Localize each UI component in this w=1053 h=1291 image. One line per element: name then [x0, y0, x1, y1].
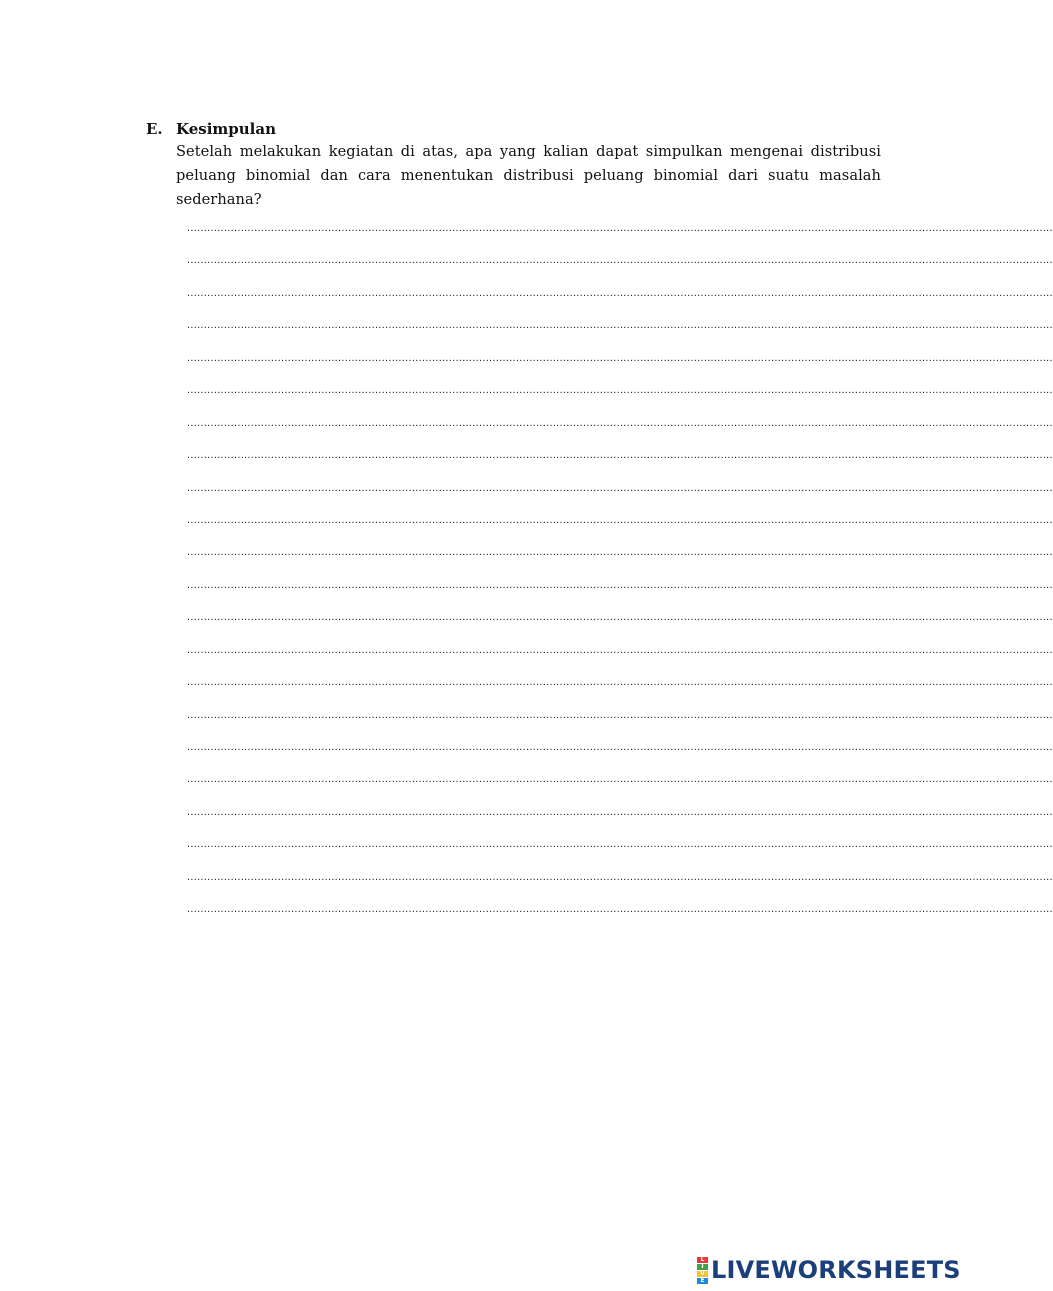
live-icon [697, 1257, 708, 1284]
logo-letter: I [697, 1264, 708, 1270]
answer-line[interactable]: .................................................................................................................................................................................................................................................................. [187, 805, 1053, 818]
answer-line[interactable]: .................................................................................................................................................................................................................................................................. [187, 513, 1053, 526]
answer-line[interactable]: .................................................................................................................................................................................................................................................................. [187, 708, 1053, 721]
section-heading [146, 118, 881, 140]
answer-line[interactable]: .................................................................................................................................................................................................................................................................. [187, 286, 1053, 299]
answer-line[interactable]: .................................................................................................................................................................................................................................................................. [187, 546, 1053, 559]
answer-line[interactable]: .................................................................................................................................................................................................................................................................. [187, 319, 1053, 332]
answer-line[interactable]: .................................................................................................................................................................................................................................................................. [187, 676, 1053, 689]
answer-line[interactable]: .................................................................................................................................................................................................................................................................. [187, 384, 1053, 397]
answer-line[interactable]: .................................................................................................................................................................................................................................................................. [187, 416, 1053, 429]
conclusion-section [146, 118, 881, 212]
liveworksheets-logo [697, 1255, 961, 1285]
answer-line[interactable]: .................................................................................................................................................................................................................................................................. [187, 578, 1053, 591]
answer-line[interactable]: .................................................................................................................................................................................................................................................................. [187, 838, 1053, 851]
section-letter: E. [146, 120, 163, 138]
answer-line[interactable]: .................................................................................................................................................................................................................................................................. [187, 351, 1053, 364]
answer-line[interactable]: .................................................................................................................................................................................................................................................................. [187, 481, 1053, 494]
answer-line[interactable]: .................................................................................................................................................................................................................................................................. [187, 903, 1053, 916]
answer-line[interactable]: .................................................................................................................................................................................................................................................................. [187, 741, 1053, 753]
question-prompt: Setelah melakukan kegiatan di atas, apa yang kalian dapat simpulkan mengenai distribusi peluang binomial dan cara menentukan distribusi peluang binomial dari suatu masalah sederhana? [176, 143, 881, 208]
logo-letter: L [697, 1257, 708, 1263]
answer-line[interactable]: .................................................................................................................................................................................................................................................................. [187, 643, 1053, 656]
answer-area[interactable] [187, 218, 1053, 932]
answer-line[interactable]: .................................................................................................................................................................................................................................................................. [187, 611, 1053, 624]
section-title: Kesimpulan [176, 120, 276, 138]
logo-letter: E [697, 1278, 708, 1284]
logo-letter: V [697, 1271, 708, 1277]
answer-line[interactable]: .................................................................................................................................................................................................................................................................. [187, 254, 1053, 267]
answer-line[interactable]: .................................................................................................................................................................................................................................................................. [187, 222, 1053, 234]
answer-line[interactable]: .................................................................................................................................................................................................................................................................. [187, 449, 1053, 462]
answer-line[interactable]: .................................................................................................................................................................................................................................................................. [187, 870, 1053, 883]
answer-line[interactable]: .................................................................................................................................................................................................................................................................. [187, 773, 1053, 786]
brand-name: LIVEWORKSHEETS [711, 1256, 961, 1284]
